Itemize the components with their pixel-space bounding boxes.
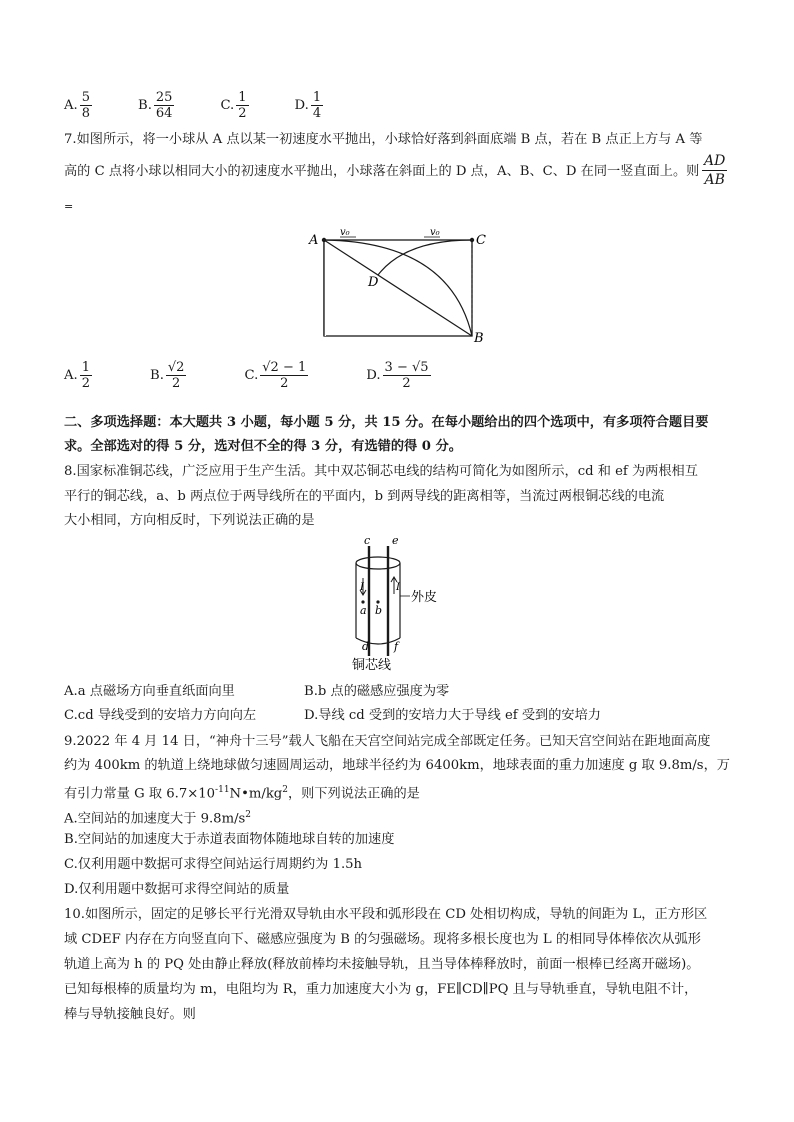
denominator: 4 <box>312 106 322 121</box>
q9-option-d[interactable]: D.仅利用题中数据可求得空间站的质量 <box>64 882 290 897</box>
q9-option-a-exponent: 2 <box>245 810 252 820</box>
q7-label-v0-right: v₀ <box>430 227 440 238</box>
numerator: 3 − √5 <box>384 360 429 375</box>
q7-stem-text: 高的 C 点将小球以相同大小的初速度水平抛出，小球落在斜面上的 D 点，A、B、C、D 在同一竖直面上。则 <box>64 164 700 179</box>
q10-stem-line5: 棒与导轨接触良好。则 <box>64 1007 196 1022</box>
denominator: 64 <box>155 106 173 121</box>
q9-option-a-text: A.空间站的加速度大于 9.8m/s <box>64 811 246 827</box>
option-letter: B. <box>150 368 164 383</box>
q8-label-core: 铜芯线 <box>352 658 392 672</box>
q8-label-e: e <box>392 538 399 547</box>
q9-stem-line3 <box>64 781 420 803</box>
q8-label-c: c <box>364 538 371 547</box>
numerator: 1 <box>81 360 90 375</box>
numerator: 1 <box>312 90 322 105</box>
numerator: 5 <box>81 90 90 105</box>
fraction <box>80 360 92 391</box>
q7-stem-line2 <box>64 163 699 181</box>
option-letter: C. <box>220 98 235 113</box>
q7-label-c: C <box>476 233 486 248</box>
q8-stem-line3: 大小相同，方向相反时，下列说法正确的是 <box>64 513 315 528</box>
q6-option-d[interactable] <box>295 90 324 121</box>
q7-option-c[interactable] <box>244 360 308 391</box>
numerator: √2 − 1 <box>262 360 307 375</box>
denominator: 2 <box>81 376 90 391</box>
denominator: 2 <box>402 376 411 391</box>
q8-wire-figure <box>340 538 460 672</box>
denominator: 2 <box>172 376 181 391</box>
option-letter: C. <box>244 368 259 383</box>
denominator: AB <box>704 172 725 188</box>
q6-option-b[interactable] <box>138 90 174 121</box>
q9-stem-text-a: 有引力常量 G 取 6.7×10 <box>64 786 216 802</box>
denominator: 2 <box>280 376 289 391</box>
q6-option-a[interactable] <box>64 90 92 121</box>
q8-option-a[interactable]: A.a 点磁场方向垂直纸面向里 <box>64 684 235 699</box>
q9-stem-line2: 约为 400km 的轨道上绕地球做匀速圆周运动，地球半径约为 6400km，地球表面的重力加速度 g 取 9.8m/s，万 <box>64 758 730 773</box>
q7-ratio-fraction <box>702 152 727 189</box>
q8-sheath-top-ellipse <box>356 557 400 569</box>
q7-label-v0-left: v₀ <box>340 227 350 238</box>
q7-option-a[interactable] <box>64 360 92 391</box>
fraction <box>311 90 323 121</box>
option-letter: A. <box>64 368 78 383</box>
q10-stem-line3: 轨道上高为 h 的 PQ 处由静止释放(释放前棒均未接触导轨，且当导体棒释放时，前面一根棒已经离开磁场)。 <box>64 957 700 972</box>
q10-stem-line4: 已知每根棒的质量均为 m，电阻均为 R，重力加速度大小为 g，FE∥CD∥PQ 且与导轨垂直，导轨电阻不计， <box>64 982 698 997</box>
q7-label-b: B <box>474 331 484 346</box>
q8-label-i2: I <box>396 582 400 593</box>
q8-option-d[interactable]: D.导线 cd 受到的安培力大于导线 ef 受到的安培力 <box>304 708 601 723</box>
section2-header-line1: 二、多项选择题：本大题共 3 小题，每小题 5 分，共 15 分。在每小题给出的四个选项中，有多项符合题目要 <box>64 415 709 430</box>
q7-label-a: A <box>309 233 319 248</box>
numerator: 25 <box>155 90 173 105</box>
q8-label-b: b <box>375 604 383 617</box>
q8-label-a: a <box>360 604 367 617</box>
section2-header-line2: 求。全部选对的得 5 分，选对但不全的得 3 分，有选错的得 0 分。 <box>64 439 462 454</box>
denominator: 8 <box>81 106 90 121</box>
q6-option-c[interactable] <box>220 90 248 121</box>
fraction <box>383 360 431 391</box>
fraction <box>80 90 92 121</box>
numerator: 1 <box>238 90 247 105</box>
q9-option-c[interactable]: C.仅利用题中数据可求得空间站运行周期约为 1.5h <box>64 857 363 872</box>
q9-exponent: -11 <box>215 785 230 795</box>
option-letter: B. <box>138 98 152 113</box>
q9-option-b[interactable]: B.空间站的加速度大于赤道表面物体随地球自转的加速度 <box>64 832 395 847</box>
fraction <box>236 90 248 121</box>
q7-options <box>64 360 471 391</box>
q7-equals: = <box>64 200 74 213</box>
q7-point-a <box>322 238 326 242</box>
q8-label-i1: I <box>360 582 364 593</box>
q7-trajectory-c-to-d <box>378 240 472 275</box>
option-letter: A. <box>64 98 78 113</box>
q8-stem-line1: 8.国家标准铜芯线，广泛应用于生产生活。其中双芯铜芯电线的结构可简化为如图所示，cd 和 ef 为两根相互 <box>64 464 698 479</box>
option-letter: D. <box>366 368 381 383</box>
numerator: AD <box>704 153 726 169</box>
q9-stem-text-c: ，则下列说法正确的是 <box>287 786 420 802</box>
numerator: √2 <box>167 360 185 375</box>
q7-point-c <box>470 238 474 242</box>
q8-label-f: f <box>394 640 399 653</box>
q9-unit-exponent: 2 <box>282 785 288 795</box>
q8-option-b[interactable]: B.b 点的磁感应强度为零 <box>304 684 450 699</box>
denominator: 2 <box>238 106 247 121</box>
fraction <box>260 360 308 391</box>
q8-label-d: d <box>362 640 370 653</box>
q8-option-c[interactable]: C.cd 导线受到的安培力方向向左 <box>64 708 257 723</box>
q10-stem-line2: 域 CDEF 内存在方向竖直向下、磁感应强度为 B 的匀强磁场。现将多根长度也为 L 的相同导体棒依次从弧形 <box>64 932 701 947</box>
fraction <box>166 360 187 391</box>
q7-projectile-figure <box>300 222 500 347</box>
q7-option-d[interactable] <box>366 360 430 391</box>
q9-stem-line1: 9.2022 年 4 月 14 日，“神舟十三号”载人飞船在天宫空间站完成全部既定任务。已知天宫空间站在距地面高度 <box>64 734 711 749</box>
q7-option-b[interactable] <box>150 360 186 391</box>
q7-stem-line1: 7.如图所示，将一小球从 A 点以某一初速度水平抛出，小球恰好落到斜面底端 B 点，若在 B 点正上方与 A 等 <box>64 132 703 147</box>
q8-label-outer: 外皮 <box>411 590 438 605</box>
q9-stem-unit: N•m/kg <box>229 786 283 802</box>
option-letter: D. <box>294 98 309 113</box>
q9-option-a[interactable] <box>64 806 251 828</box>
q7-label-d: D <box>368 275 379 290</box>
q10-stem-line1: 10.如图所示，固定的足够长平行光滑双导轨由水平段和弧形段在 CD 处相切构成，导轨的间距为 L，正方形区 <box>64 907 708 922</box>
q8-stem-line2: 平行的铜芯线，a、b 两点位于两导线所在的平面内，b 到两导线的距离相等，当流过两根铜芯线的电流 <box>64 489 665 504</box>
q6-options <box>64 90 363 121</box>
fraction <box>154 90 175 121</box>
